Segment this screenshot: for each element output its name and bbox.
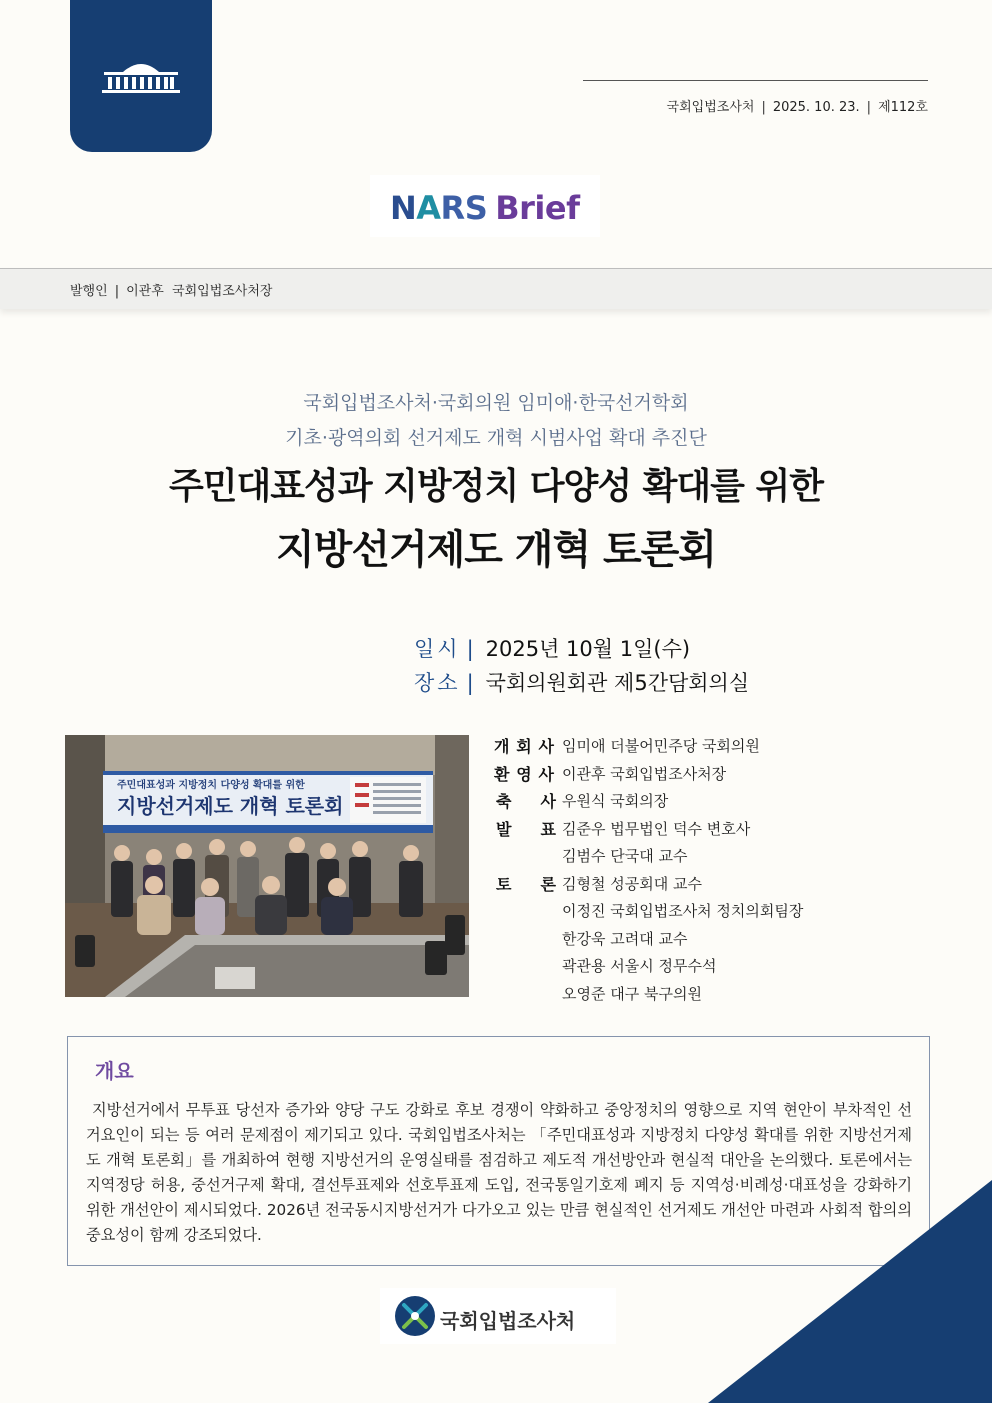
- venue-label: 장소: [414, 671, 461, 695]
- publisher-value: 이관후 국회입법조사처장: [126, 284, 273, 299]
- speaker-role: [494, 734, 554, 757]
- page-title-line-2: 지방선거제도 개혁 토론회: [276, 527, 716, 573]
- photo-banner-line-1: 주민대표성과 지방정치 다양성 확대를 위한: [117, 780, 305, 791]
- brand-logo: NARS Brief: [390, 189, 580, 227]
- speaker-role: [494, 817, 558, 840]
- speaker-role-char: 사: [538, 764, 554, 784]
- footer-org-name: 국회입법조사처: [440, 1309, 576, 1333]
- speaker-role: [494, 762, 554, 785]
- speaker-role-char: 발: [496, 819, 512, 839]
- event-photo-illustration: [65, 735, 469, 997]
- header-date: 2025. 10. 23.: [772, 100, 860, 115]
- speaker-role-char: 사: [538, 737, 554, 756]
- speaker-role-char: 회: [516, 737, 532, 756]
- speaker-role-char: 환: [494, 764, 510, 784]
- speaker-name: 이관후 국회입법조사처장: [562, 764, 727, 783]
- subject-line: 기초·광역의회 선거제도 개혁 시범사업 확대 추진단: [285, 427, 707, 449]
- speaker-role-char: 영: [516, 764, 532, 784]
- speaker-name: 오영준 대구 북구의원: [562, 984, 702, 1003]
- nars-emblem-icon: [394, 1295, 436, 1337]
- speaker-name: 김범수 단국대 교수: [562, 847, 688, 865]
- publisher-label: 발행인: [70, 284, 108, 299]
- summary-body: 지방선거에서 무투표 당선자 증가와 양당 구도 강화로 후보 경쟁이 약화하고 중앙정치의 영향으로 지역 현안이 부차적인 선거요인이 되는 등 여러 문제점이 제기되고 있다. 국회입법조사처는 「주민대표성과 지방정치 다양성 확대를 위한 지방선거제도 개혁 토론회」를 개최하여 현행 지방선거의 운영실태를 점검하고 제도적 개선방안과 현실적 대안을 논의했다. 토론에서는 지역정당 허용, 중선거구제 확대, 결선투표제와 선호투표제 도입, 전국통일기호제 폐지 등 지역성·비례성·대표성을 강화하기 위한 개선안이 제시되었다. 2026년 전국동시지방선거가 다가오고 있는 만큼 현실적인 선거제도 개선안 마련과 사회적 합의의 중요성이 함께 강조되었다.: [86, 1101, 912, 1244]
- speaker-name: 김형철 성공회대 교수: [562, 874, 702, 893]
- speaker-role-char: 축: [496, 792, 512, 811]
- header-meta: 국회입법조사처 | 2025. 10. 23. | 제112호: [666, 100, 928, 115]
- speaker-role-char: 론: [540, 874, 556, 894]
- speaker-role: [494, 872, 558, 895]
- speaker-name: 임미애 더불어민주당 국회의원: [562, 737, 760, 755]
- speaker-name: 이정진 국회입법조사처 정치의회팀장: [562, 902, 804, 920]
- date-value: 2025년 10월 1일(수): [485, 637, 691, 661]
- speaker-name: 곽관용 서울시 정무수석: [562, 957, 717, 975]
- photo-banner-line-2: 지방선거제도 개혁 토론회: [117, 794, 344, 818]
- speaker-role-char: 토: [496, 874, 512, 894]
- organizers-line: 국회입법조사처·국회의원 임미애·한국선거학회: [303, 392, 689, 414]
- page-title-line-1: 주민대표성과 지방정치 다양성 확대를 위한: [168, 466, 824, 507]
- decorative-corner: [708, 1180, 992, 1403]
- speaker-role-char: 표: [540, 819, 556, 839]
- event-venue: 장소 | 국회의원회관 제5간담회의실: [414, 671, 750, 695]
- speaker-name: 우원식 국회의장: [562, 792, 669, 810]
- venue-value: 국회의원회관 제5간담회의실: [485, 671, 750, 695]
- speaker-role: [494, 789, 558, 812]
- header-issue: 제112호: [878, 100, 928, 115]
- event-date: 일시 | 2025년 10월 1일(수): [414, 637, 691, 661]
- speaker-name: 한강욱 고려대 교수: [562, 929, 688, 948]
- header-rule: [583, 80, 928, 81]
- summary-heading: 개요: [95, 1059, 134, 1083]
- speaker-role-char: 사: [540, 792, 556, 811]
- date-label: 일시: [414, 637, 461, 661]
- header-org: 국회입법조사처: [666, 100, 755, 115]
- speaker-name: 김준우 법무법인 덕수 변호사: [562, 819, 751, 838]
- national-assembly-building-icon: [98, 58, 184, 94]
- publisher-info: 발행인 | 이관후 국회입법조사처장: [70, 284, 273, 299]
- header-logo-tab: [70, 0, 212, 152]
- event-photo: [65, 735, 469, 997]
- speaker-role-char: 개: [494, 737, 510, 756]
